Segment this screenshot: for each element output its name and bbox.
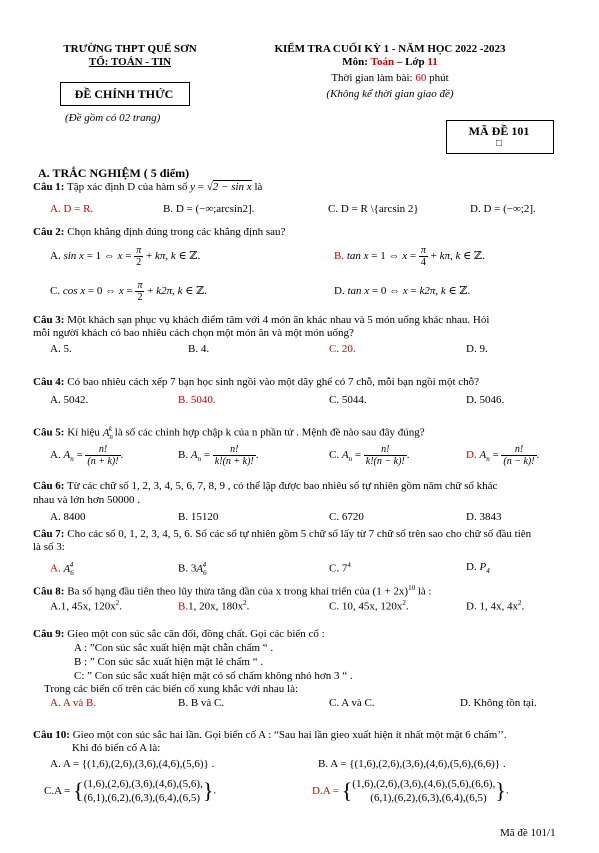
q9-option-d: D. Không tồn tại. xyxy=(460,697,537,709)
q10-option-b: B. A = {(1,6),(2,6),(3,6),(4,6),(5,6),(6,6)} . xyxy=(318,758,506,770)
q1-option-d: D. D = (−∞;2]. xyxy=(470,203,536,215)
q7-option-b: B. $3A_6^4$ xyxy=(178,561,207,577)
q10-option-a: A. A = {(1,6),(2,6),(3,6),(4,6),(5,6)} . xyxy=(50,758,215,770)
q2-option-b: B. tan x = 1 ⇔ x = $\frac{\pi}{4}$ + kπ, k ∈ ℤ. xyxy=(334,245,485,268)
q9-option-c: C. A và C. xyxy=(329,697,375,709)
question-1: Câu 1: Tập xác định D của hàm số y = √2 − sin x là xyxy=(33,181,263,193)
q7-option-d: D. $P_4$ xyxy=(466,561,490,576)
q9-event-c: C: ” Con súc sắc xuất hiện mặt có số chấm không nhỏ hơn 3 “ . xyxy=(74,670,353,682)
q4-option-d: D. 5046. xyxy=(466,394,505,406)
page-count: (Đề gồm có 02 trang) xyxy=(65,112,161,124)
official-label: ĐỀ CHÍNH THỨC xyxy=(74,87,174,101)
q1-option-a: A. D = R. xyxy=(50,203,94,215)
question-7-line2: là số 3: xyxy=(33,541,65,553)
q5-option-b: B. $A_n$ = $\frac{n!}{k!(n + k)!}$ . xyxy=(178,444,259,467)
q8-option-d: D. 1, 4x, $4x^2$. xyxy=(466,599,525,613)
exam-title: KIỂM TRA CUỐI KỲ 1 - NĂM HỌC 2022 -2023 xyxy=(274,43,506,55)
question-7-line1: Câu 7: Cho các số 0, 1, 2, 3, 4, 5, 6. Số các số tự nhiên gồm 5 chữ số lấy từ 7 chữ số trên sao cho chữ số đầu tiên xyxy=(33,528,532,540)
q4-option-b: B. 5040. xyxy=(178,394,216,406)
q9-ask: Trong các biến cố trên các biến cố xung khắc với nhau là: xyxy=(44,683,299,695)
exam-code: MÃ ĐỀ 101 xyxy=(468,124,530,138)
subject-line: Môn: Toán – Lớp 11 xyxy=(342,56,438,68)
q8-option-a: A.1, 45x, $120x^2$. xyxy=(50,599,122,613)
time-note: (Không kể thời gian giao đề) xyxy=(326,88,454,100)
q3-option-d: D. 9. xyxy=(466,343,488,355)
q6-option-a: A. 8400 xyxy=(50,511,86,523)
q3-option-c: C. 20. xyxy=(329,343,356,355)
question-3-line1: Câu 3: Một khách sạn phục vụ khách điểm tâm với 4 món ăn khác nhau và 5 món uống khác nhau. Hỏi xyxy=(33,314,490,326)
q5-option-d: D. $A_n$ = $\frac{n!}{(n - k)!}$ . xyxy=(466,444,540,467)
q3-option-b: B. 4. xyxy=(188,343,210,355)
q3-option-a: A. 5. xyxy=(50,343,72,355)
question-8: Câu 8: Ba số hạng đầu tiên theo lũy thừa tăng dần của x trong khai triển của $(1 + 2x)^{10}$ là : xyxy=(33,584,432,598)
q9-option-a: A. A và B. xyxy=(50,697,97,709)
question-6-line2: nhau và lớn hơn 50000 . xyxy=(33,494,140,506)
time-line: Thời gian làm bài: 60 phút xyxy=(331,72,449,84)
question-2: Câu 2: Chọn khẳng định đúng trong các khẳng định sau? xyxy=(33,226,286,238)
department-name: TỔ: TOÁN - TIN xyxy=(88,56,172,68)
q7-option-a: A. $A_6^4$ xyxy=(50,561,74,577)
q1-option-b: B. D = (−∞;arcsin2]. xyxy=(163,203,255,215)
q5-option-a: A. $A_n$ = $\frac{n!}{(n + k)!}$ . xyxy=(50,444,124,467)
q4-option-c: C. 5044. xyxy=(329,394,367,406)
question-5: Câu 5: Kí hiệu $A_n^k$ là số các chỉnh hợp chập k của n phần tử . Mệnh đề nào sau đây đúng? xyxy=(33,425,425,441)
q4-option-a: A. 5042. xyxy=(50,394,89,406)
q2-option-d: D. tan x = 0 ⇔ x = k2π, k ∈ ℤ. xyxy=(334,285,471,297)
question-10-line2: Khi đó biến cố A là: xyxy=(72,742,161,754)
q10-option-c: C.A = { (1,6),(2,6),(3,6),(4,6),(5,6), (6,1),(6,2),(6,3),(6,4),(6,5) }. xyxy=(44,778,217,804)
q5-option-c: C. $A_n$ = $\frac{n!}{k!(n - k)!}$ . xyxy=(329,444,410,467)
q6-option-d: D. 3843 xyxy=(466,511,502,523)
question-3-line2: mỗi người khách có bao nhiêu cách chọn một món ăn và một món uống? xyxy=(33,327,354,339)
q2-option-a: A. sin x = 1 ⇔ x = $\frac{\pi}{2}$ + kπ, k ∈ ℤ. xyxy=(50,245,201,268)
code-checkbox: □ xyxy=(495,138,503,149)
question-4: Câu 4: Có bao nhiêu cách xếp 7 bạn học sinh ngồi vào một dãy ghế có 7 chỗ, mỗi bạn ngồi một chỗ? xyxy=(33,376,480,388)
page-footer: Mã đề 101/1 xyxy=(500,827,556,839)
q1-option-c: C. D = R \{arcsin 2} xyxy=(328,203,419,215)
q8-option-b: B.1, 20x, $180x^2$. xyxy=(178,599,250,613)
school-name: TRƯỜNG THPT QUẾ SƠN xyxy=(63,43,197,55)
q10-option-d: D.A = { (1,6),(2,6),(3,6),(4,6),(5,6),(6,6), (6,1),(6,2),(6,3),(6,4),(6,5) }. xyxy=(312,778,509,804)
q9-event-a: A : ”Con súc sắc xuất hiện mặt chẵn chấm “ . xyxy=(74,642,274,654)
q6-option-c: C. 6720 xyxy=(329,511,364,523)
question-9: Câu 9: Gieo một con súc sắc cân đối, đồng chất. Gọi các biến cố : xyxy=(33,628,325,640)
section-title: A. TRẮC NGHIỆM ( 5 điểm) xyxy=(38,166,190,180)
q9-option-b: B. B và C. xyxy=(178,697,225,709)
q7-option-c: C. $7^4$ xyxy=(329,561,351,575)
q8-option-c: C. 10, 45x, $120x^2$. xyxy=(329,599,409,613)
q2-option-c: C. cos x = 0 ⇔ x = $\frac{\pi}{2}$ + k2π, k ∈ ℤ. xyxy=(50,280,207,303)
question-10-line1: Câu 10: Gieo một con súc sắc hai lần. Gọi biến cố A : “Sau hai lần gieo xuất hiện ít nhất một mặt 6 chấm’’. xyxy=(33,729,507,741)
question-6-line1: Câu 6: Từ các chữ số 1, 2, 3, 4, 5, 6, 7, 8, 9 , có thể lập được bao nhiêu số tự nhiên gồm năm chữ số khác xyxy=(33,480,498,492)
q6-option-b: B. 15120 xyxy=(178,511,219,523)
q9-event-b: B : ” Con súc sắc xuất hiện mặt lẻ chấm “ . xyxy=(74,656,264,668)
